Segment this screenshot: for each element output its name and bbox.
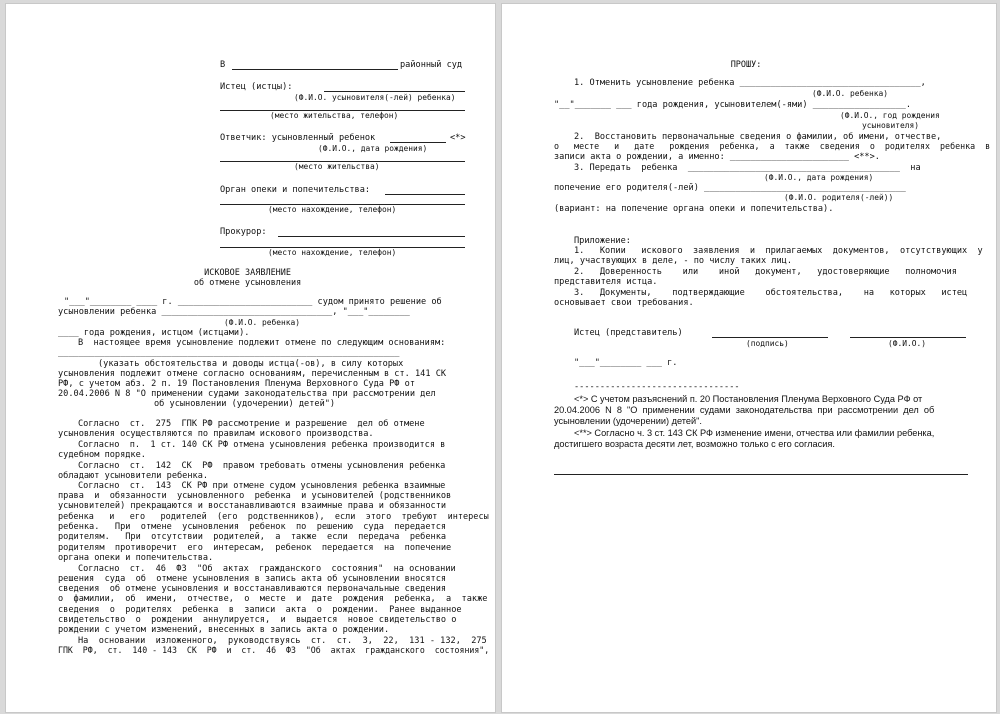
body-line: свидетельство о рождении аннулируется, и выдается новое свидетельство о <box>58 615 457 625</box>
request-line: попечение его родителя(-лей) _______________________________________ <box>554 183 906 193</box>
body-line: усыновления подлежит отмене согласно основаниям, перечисленным в ст. 141 СК <box>58 369 447 379</box>
document-subtitle: об отмене усыновления <box>193 278 302 288</box>
prosecutor-hint: (место нахождение, телефон) <box>268 248 397 257</box>
body-hint: (указать обстоятельства и доводы истца(-ов), в силу которых <box>98 359 404 369</box>
date-line: "___"________ ___ г. <box>574 358 678 368</box>
appendix-item: 2. Доверенность или иной документ, удостоверяющие полномочия <box>574 267 957 277</box>
defendant-line <box>390 142 446 143</box>
body-line: решения суда об отмене усыновления в запись акта об усыновлении вносятся <box>58 574 447 584</box>
footnote-text: <*> С учетом разъяснений п. 20 Постановления Пленума Верховного Суда РФ от <box>574 394 923 404</box>
body-line: сведения о родителях ребенка в записи акта о рождении. Ранее выданное <box>58 605 462 615</box>
body-line: __________________________________________________________________ <box>58 348 400 358</box>
request-item: 2. Восстановить первоначальные сведения о фамилии, об имени, отчестве, <box>574 132 942 142</box>
body-line: ребенка и его родителей (его родственников), если этого требуют интересы <box>58 512 489 522</box>
name-line <box>850 337 966 338</box>
request-hint: (Ф.И.О., дата рождения) <box>764 173 874 182</box>
plaintiff-line <box>324 91 465 92</box>
footnote-text: <**> Согласно ч. 3 ст. 143 СК РФ изменение имени, отчества или фамилии ребенка, <box>574 428 935 438</box>
body-line: "___"________ ____ г. __________________________ судом принято решение об <box>64 297 442 307</box>
guardianship-label: Орган опеки и попечительства: <box>220 185 371 195</box>
court-prefix: В <box>220 60 226 70</box>
body-line: сведения об отмене усыновления и восстанавливаются первоначальные сведения <box>58 584 447 594</box>
body-line: рождении с учетом изменений, внесенных в запись акта о рождении. <box>58 625 390 635</box>
request-line: (вариант: на попечение органа опеки и попечительства). <box>554 204 834 214</box>
body-line: усыновления осуществляются по правилам искового производства. <box>58 429 374 439</box>
body-line: органа опеки и попечительства. <box>58 553 214 563</box>
defendant-mark: <*> <box>450 133 466 143</box>
request-line: "__"_______ ___ года рождения, усыновителем(-ями) __________________. <box>554 100 911 110</box>
signature-label: Истец (представитель) <box>574 328 683 338</box>
signature-hint: (подпись) <box>746 339 789 348</box>
defendant-hint-address: (место жительства) <box>294 162 380 171</box>
plaintiff-label: Истец (истцы): <box>220 82 293 92</box>
request-line: о месте и дате рождения ребенка, а также сведения о родителях ребенка в <box>554 142 991 152</box>
body-line: права и обязанности усыновленного ребенка и усыновителей (родственников <box>58 491 452 501</box>
name-hint: (Ф.И.О.) <box>888 339 927 348</box>
request-item: 3. Передать ребенка _________________________________________ на <box>574 163 921 173</box>
body-line: родителям противоречит его интересам, ребенок передается на попечение <box>58 543 452 553</box>
prosecutor-label: Прокурор: <box>220 227 267 237</box>
guardianship-hint: (место нахождение, телефон) <box>268 205 397 214</box>
footnote-text: 20.04.2006 N 8 "О применении судами законодательства при рассмотрении дел об <box>554 405 935 415</box>
request-hint: усыновителя) <box>862 121 920 130</box>
body-line: Согласно ст. 275 ГПК РФ рассмотрение и разрешение дел об отмене <box>78 419 425 429</box>
body-line: Согласно ст. 46 ФЗ "Об актах гражданского состояния" на основании <box>78 564 456 574</box>
body-line: усыновителей) прекращаются и восстанавливаются взаимные права и обязанности <box>58 501 447 511</box>
appendix-line: основывает свои требования. <box>554 298 694 308</box>
body-line: о фамилии, об имени, отчестве, о месте и дате рождения ребенка, а также <box>58 594 488 604</box>
request-heading: ПРОШУ: <box>730 60 762 70</box>
prosecutor-line <box>278 236 465 237</box>
signature-line <box>712 337 828 338</box>
bottom-rule <box>554 474 968 475</box>
court-suffix: районный суд <box>400 60 463 70</box>
body-line: об усыновлении (удочерении) детей") <box>154 399 336 409</box>
body-line: ГПК РФ, ст. 140 - 143 СК РФ и ст. 46 ФЗ "Об актах гражданского состояния", <box>58 646 490 656</box>
body-line: усыновлении ребенка _________________________________, "___"________ <box>58 307 410 317</box>
request-hint: (Ф.И.О., год рождения <box>840 111 940 120</box>
guardianship-line <box>385 194 465 195</box>
request-hint: (Ф.И.О. ребенка) <box>812 89 889 98</box>
appendix-line: представителя истца. <box>554 277 658 287</box>
body-line: В настоящее время усыновление подлежит отмене по следующим основаниям: <box>78 338 446 348</box>
body-line: РФ, с учетом абз. 2 п. 19 Постановления Пленума Верховного Суда РФ от <box>58 379 415 389</box>
body-line: 20.04.2006 N 8 "О применении судами законодательства при рассмотрении дел <box>58 389 436 399</box>
plaintiff-hint-name: (Ф.И.О. усыновителя(-лей) ребенка) <box>294 93 456 102</box>
appendix-item: 1. Копии искового заявления и прилагаемых документов, отсутствующих у <box>574 246 983 256</box>
request-item: 1. Отменить усыновление ребенка ___________________________________, <box>574 78 926 88</box>
body-line: Согласно ст. 142 СК РФ правом требовать отмены усыновления ребенка <box>78 461 446 471</box>
request-hint: (Ф.И.О. родителя(-лей)) <box>784 193 894 202</box>
body-hint: (Ф.И.О. ребенка) <box>224 318 301 327</box>
body-line: На основании изложенного, руководствуясь ст. ст. 3, 22, 131 - 132, 275 <box>78 636 487 646</box>
plaintiff-hint-address: (место жительства, телефон) <box>270 111 399 120</box>
footnote-text: усыновлении (удочерении) детей". <box>554 416 702 426</box>
court-name-line <box>232 69 398 70</box>
body-line: родителям. При отсутствии родителей, а также если передача ребенка <box>58 532 447 542</box>
request-line: записи акта о рождении, а именно: _______________________ <**>. <box>554 152 880 162</box>
document-page-right <box>501 3 997 713</box>
defendant-label: Ответчик: усыновленный ребенок <box>220 133 376 143</box>
body-line: ребенка. При отмене усыновления ребенок по решению суда передается <box>58 522 447 532</box>
defendant-hint-name: (Ф.И.О., дата рождения) <box>318 144 428 153</box>
body-line: Согласно ст. 143 СК РФ при отмене судом усыновления ребенка взаимные <box>78 481 446 491</box>
appendix-line: лиц, участвующих в деле, - по числу таких лиц. <box>554 256 792 266</box>
appendix-item: 3. Документы, подтверждающие обстоятельства, на которых истец <box>574 288 968 298</box>
appendix-heading: Приложение: <box>574 236 631 246</box>
footnote-text: достигшего возраста десяти лет, возможно только с его согласия. <box>554 439 835 449</box>
body-line: ____ года рождения, истцом (истцами). <box>58 328 250 338</box>
footnote-separator: -------------------------------- <box>574 382 740 392</box>
body-line: судебном порядке. <box>58 450 146 460</box>
body-line: обладают усыновители ребенка. <box>58 471 209 481</box>
body-line: Согласно п. 1 ст. 140 СК РФ отмена усыновления ребенка производится в <box>78 440 446 450</box>
document-page-left <box>5 3 496 713</box>
document-title: ИСКОВОЕ ЗАЯВЛЕНИЕ <box>204 268 292 278</box>
